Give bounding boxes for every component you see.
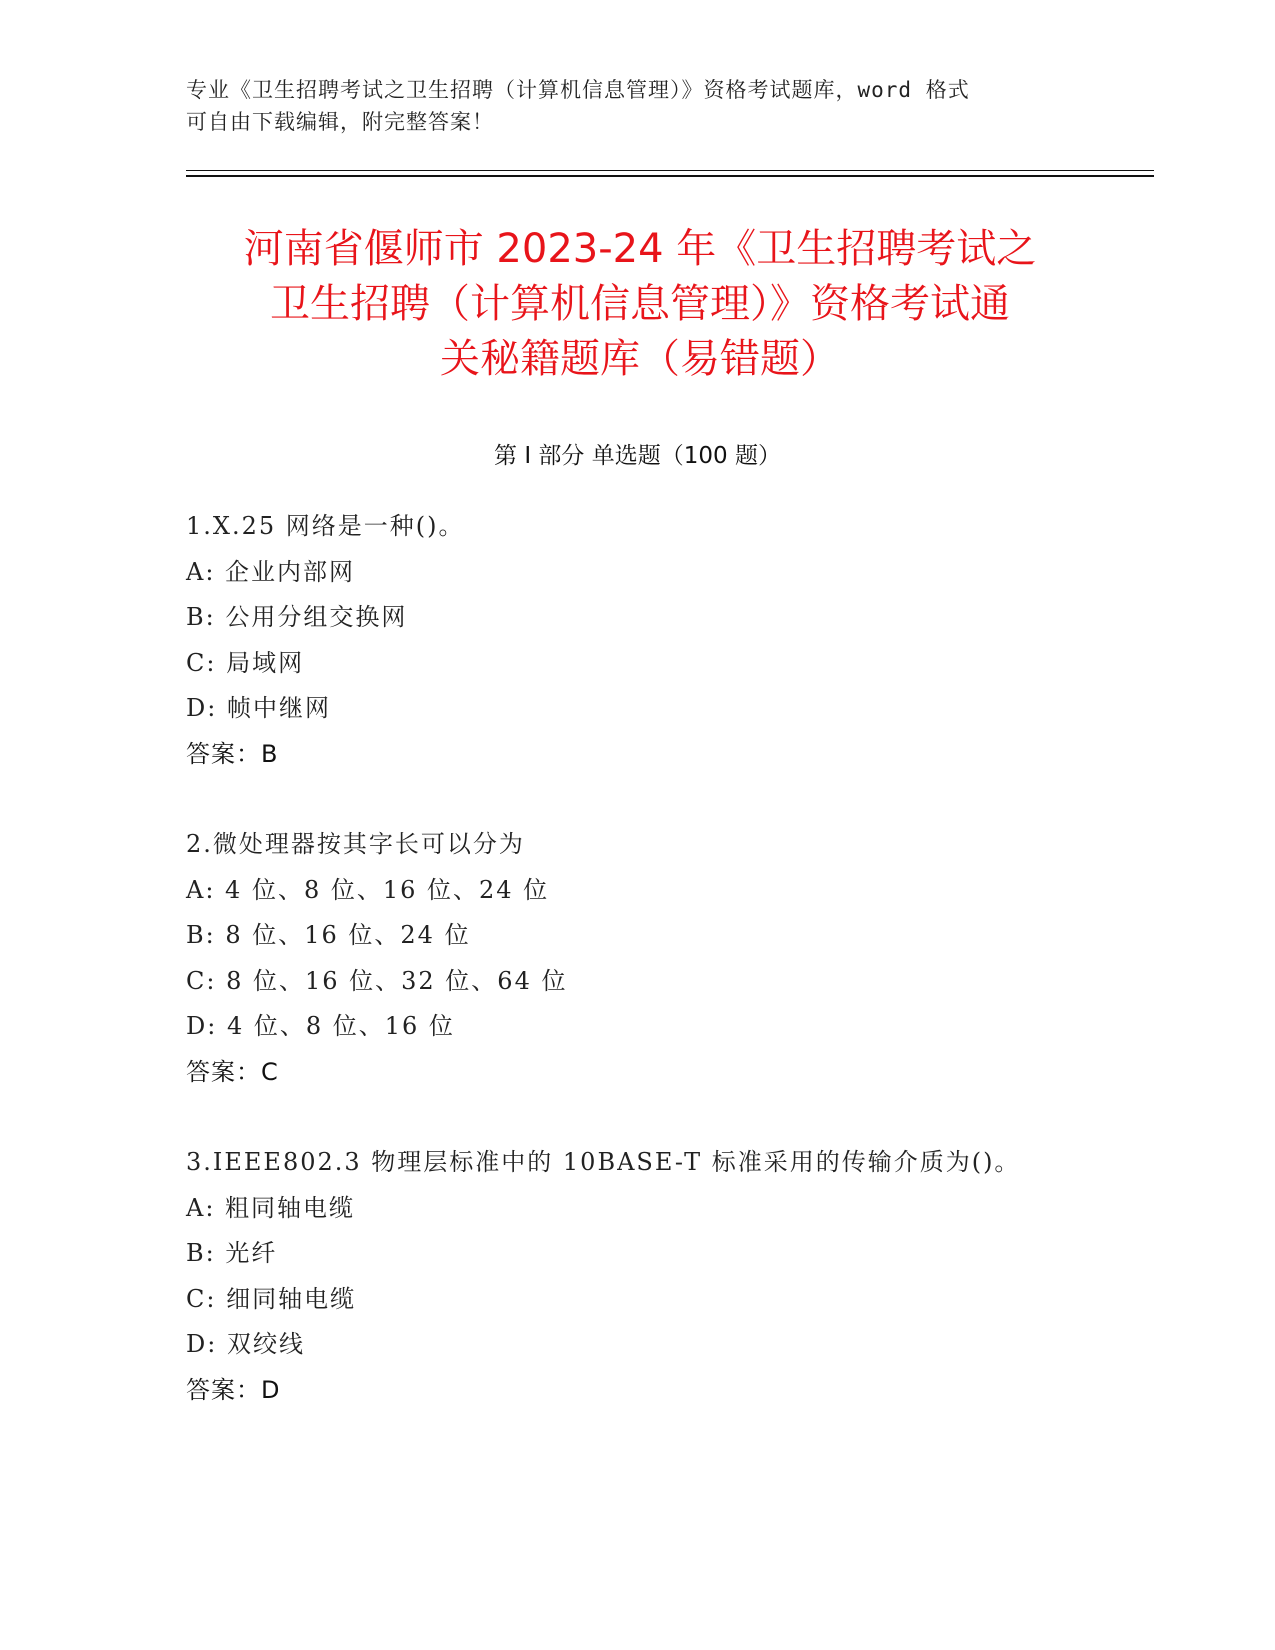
option-a: A: 4 位、8 位、16 位、24 位 (186, 875, 550, 904)
title-line-1: 河南省偃师市 2023-24 年《卫生招聘考试之 (243, 226, 1037, 272)
option-b: B: 公用分组交换网 (186, 603, 408, 631)
header-note-line-1: 专业《卫生招聘考试之卫生招聘（计算机信息管理）》资格考试题库，word 格式 (186, 78, 970, 102)
option-a: A: 企业内部网 (186, 557, 356, 586)
option-c: C: 局域网 (186, 648, 305, 677)
header-note (186, 74, 1066, 138)
document-title (180, 222, 1100, 387)
header-divider-thick (186, 175, 1154, 177)
question-stem: 1.X.25 网络是一种()。 (186, 512, 465, 540)
header-divider-thin (186, 170, 1154, 171)
option-b: B: 8 位、16 位、24 位 (186, 921, 471, 949)
section-title: 第 I 部分 单选题（100 题） (494, 443, 781, 469)
option-c: C: 细同轴电缆 (186, 1284, 357, 1313)
title-line-2: 卫生招聘（计算机信息管理）》资格考试通 (270, 281, 1010, 327)
option-d: D: 双绞线 (186, 1330, 305, 1358)
answer-key: 答案：B (186, 739, 279, 768)
option-b: B: 光纤 (186, 1239, 278, 1267)
option-d: D: 4 位、8 位、16 位 (186, 1012, 455, 1040)
answer-key: 答案：C (186, 1057, 279, 1086)
title-line-3: 关秘籍题库（易错题） (440, 336, 840, 382)
option-a: A: 粗同轴电缆 (186, 1193, 356, 1222)
option-c: C: 8 位、16 位、32 位、64 位 (186, 966, 568, 995)
header-note-line-2: 可自由下载编辑，附完整答案！ (186, 110, 494, 134)
question-2 (186, 822, 1166, 1095)
option-d: D: 帧中继网 (186, 694, 331, 722)
answer-key: 答案：D (186, 1375, 281, 1404)
question-3 (186, 1140, 1166, 1413)
question-stem: 2.微处理器按其字长可以分为 (186, 830, 525, 858)
question-1 (186, 504, 1166, 777)
question-stem: 3.IEEE802.3 物理层标准中的 10BASE-T 标准采用的传输介质为()。 (186, 1148, 1021, 1176)
